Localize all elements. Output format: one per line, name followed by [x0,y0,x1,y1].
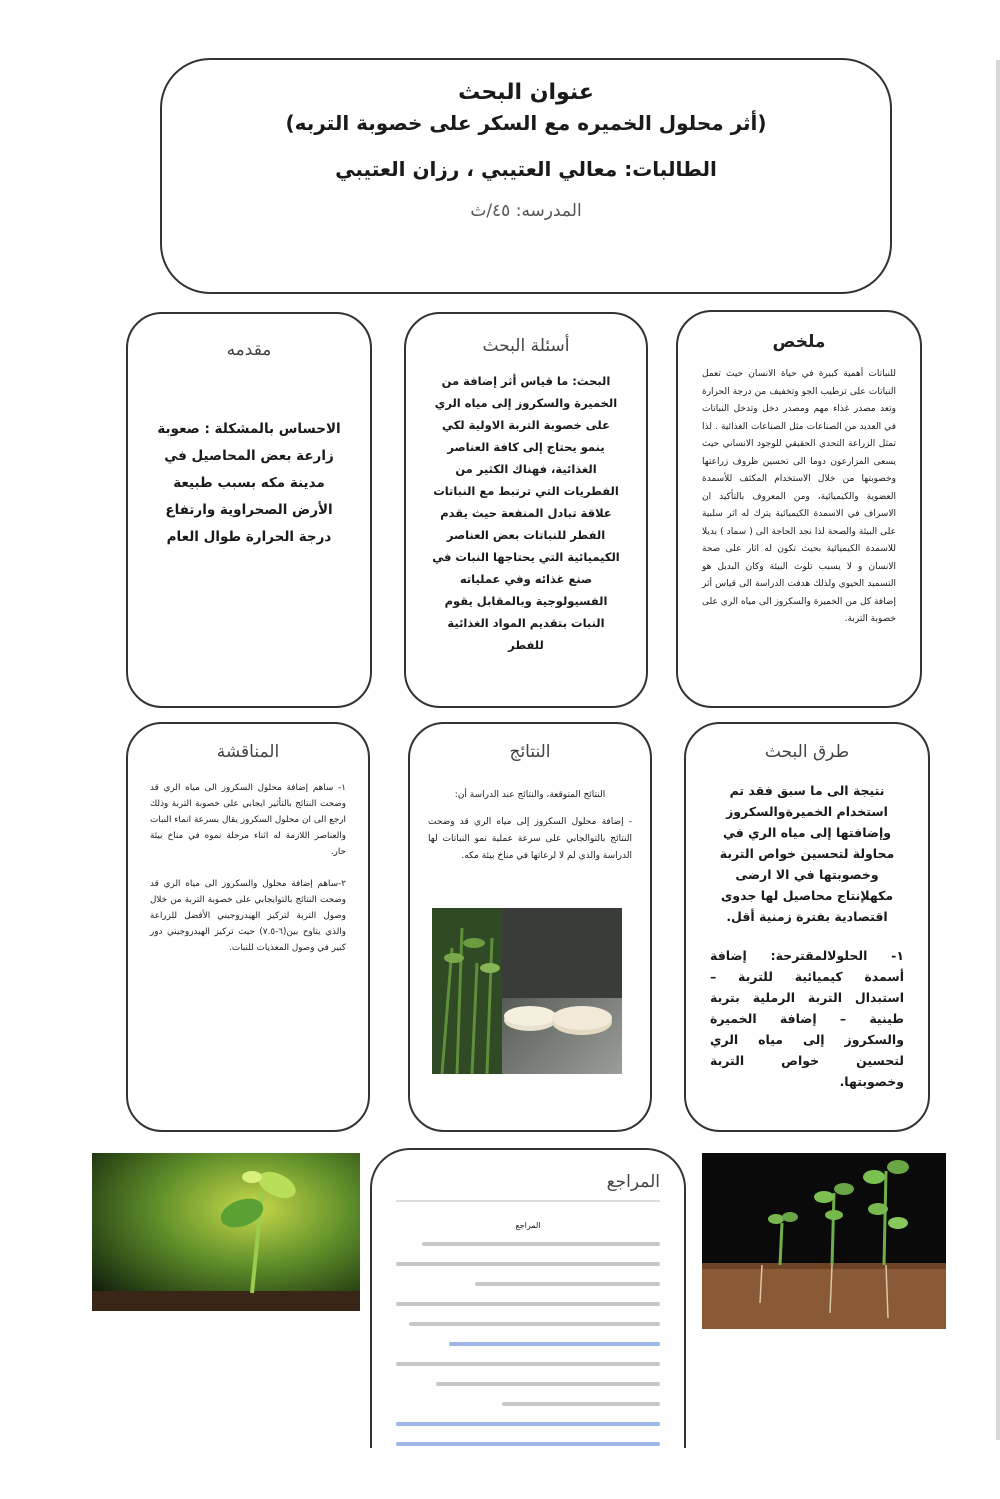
seedlings-growth-image [702,1153,946,1329]
methods-text-2: ١- الحلولالمقترحة: إضافة أسمدة كيميائية للتربة – استبدال التربة الرملية بتربة طينية – إضافة الخميرة والسكروز إلى مياه الري لتحسين خواص التربة وخصوبتها. [710,948,904,1089]
page-edge-shadow [996,60,1000,1440]
results-title: النتائج [509,742,551,762]
results-subtitle: النتائج المتوقعة، والنتائج عند الدراسة أن: [454,790,606,800]
discussion-text-2: ٢-ساهم إضافة محلول والسكروز الى مياه الري قد وضحت النتائج بالتوايجابي على خصوبة التربة من خلال وصول التربة لتركيز الهيدروجيني الأفضل للزراعة والذي يتاوح بين(٦-٧.٥) حيث تركيز الهيدروجيني دور كبير في وصول المغذيات للنبات. [150,879,346,953]
questions-card [404,312,648,708]
methods-text-1: نتيجة الى ما سبق فقد تم استخدام الخميرةوالسكروز وإضافتها إلى مياه الري في محاولة لتحسين خواص التربة وخصوبتها في الا ارضى مكهلإنتاج محاصيل لها جدوى اقتصادية بفترة زمنية أقل. [719,783,895,924]
references-title: المراجع [606,1172,660,1192]
summary-text: للنباتات أهمية كبيرة في حياة الانسان حيث تعمل النباتات على ترطيب الجو وتخفيف من درجة الحرارة وتعد مصدر غذاء مهم ومصدر دخل وتدخل النباتات في العديد من الصناعات مثل الصناعات الغذائية . لذا تمثل الزراعة التحدي الحقيقي للوجود الانساني حيث يسعى المزارعون دوما الى تحسين ظروف زراعتها وخصوبتها من خلال الاستخدام المكثف للأسمدة العضوية والكيميائية، ومن المعروف بالتأكيد ان الاسراف في الاسمدة الكيميائية يترك له اثر سلبية على البيئة والصحة لذا نجد الحاجة الى ( سماد ) بديلا للاسمدة الكيميائية بحيث تكون له اثار على صحة الانسان و لا يسبب تلوث البيئة وكان البديل هو التسميد الحيوي ولذلك هدفت الدراسة الى قياس أثر إضافة كل من الخميرة والسكروز الى مياه الري على خصوبة التربة. [702,369,896,624]
intro-card [126,312,372,708]
reference-item [396,1362,660,1366]
seedling-image [92,1153,360,1311]
references-card [370,1148,686,1448]
reference-item [422,1242,660,1246]
reference-item [502,1402,660,1406]
references-subtitle: المراجع [515,1221,541,1230]
methods-title: طرق البحث [764,742,850,762]
references-divider [396,1200,660,1202]
questions-text: البحث: ما قياس أثر إضافة من الخميرة والسكروز إلى مياه الري على خصوبة التربة الاولية لكي ينمو يحتاج إلى كافة العناصر الغذائية، فهناك الكثير من الفطريات التي ترتبط مع النباتات علاقة تبادل المنفعة حيث يقدم الفطر للنباتات بعض العناصر الكيميائية التي يحتاجها النبات في صنع غذائه وفي عملياته الفسيولوجية وبالمقابل يقوم النبات بتقديم المواد الغذائية للفطر [432,374,620,652]
research-title: (أثر محلول الخميره مع السكر على خصوبة التربه) [285,111,767,135]
title-card [160,58,892,294]
methods-card [684,722,930,1132]
questions-title: أسئلة البحث [482,336,570,356]
discussion-title: المناقشة [216,742,280,762]
school-name: المدرسه: ٤٥/ث [470,201,582,221]
intro-text: الاحساس بالمشكلة : صعوبة زارعة بعض المحاصيل في مدينة مكه بسبب طبيعة الأرض الصحراوية وارتفاع درجة الحرارة طوال العام [157,421,341,545]
intro-title: مقدمه [226,340,272,360]
reference-item [396,1302,660,1306]
plants-and-yeast-image [432,908,622,1074]
results-card [408,722,652,1132]
results-text: - إضافة محلول السكروز إلى مياه الري قد وضحت النتائج بالتوالجابي على سرعة عملية نمو النباتات لها الدراسة والذي لم لا لرعاتها في مناخ بيئة مكه. [428,817,632,861]
discussion-text-1: ١- ساهم إضافة محلول السكروز الى مياه الري قد وضحت النتائج بالتأثير ايجابي على خصوبة التربة وذلك ارجع الى ان محلول السكروز يقال بسرعة انماء النبات والعناصر اللازمة له اثناء مرحلة نموه في مناخ بيئة حار. [150,783,346,857]
reference-item [409,1322,660,1326]
reference-item [396,1262,660,1266]
research-title-label: عنوان البحث [458,80,594,105]
reference-item [475,1282,660,1286]
seedling-photo-left [92,1153,360,1311]
reference-link[interactable] [449,1342,660,1346]
summary-title: ملخص [772,332,826,352]
seedlings-photo-right [702,1153,946,1329]
reference-link[interactable] [396,1422,660,1426]
students-names: الطالبات: معالي العتيبي ، رزان العتيبي [335,157,717,181]
reference-item [436,1382,660,1386]
results-photo [432,908,622,1074]
reference-link[interactable] [396,1442,660,1446]
summary-card [676,310,922,708]
discussion-card [126,722,370,1132]
